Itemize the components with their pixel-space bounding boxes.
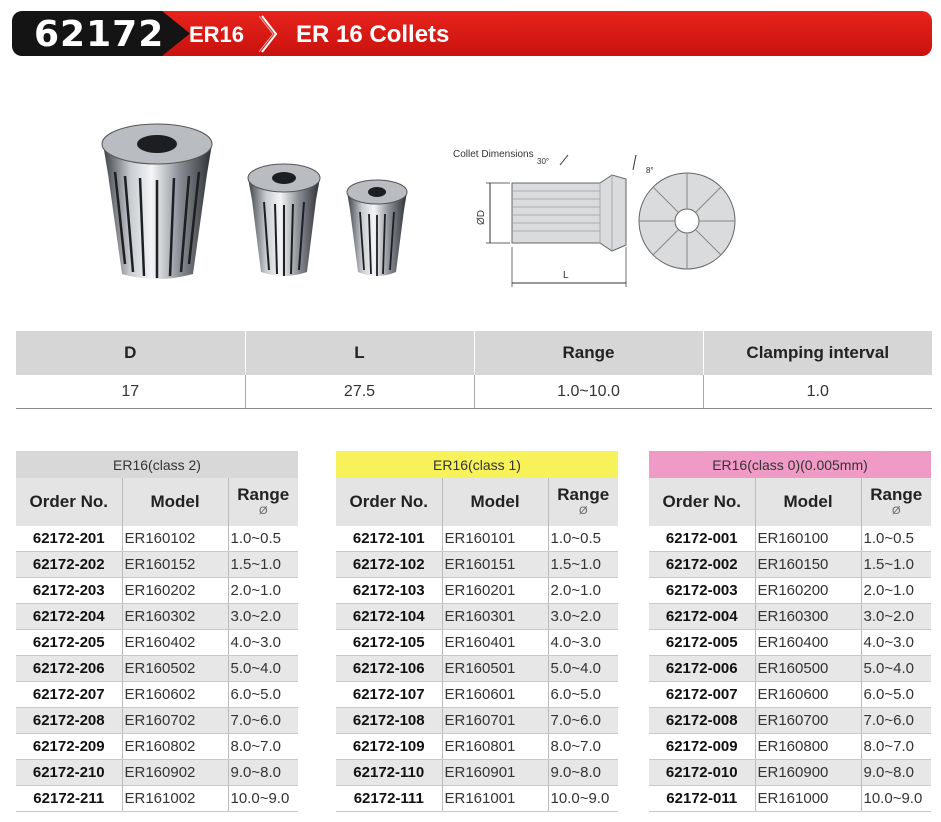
order-number-cell: 62172-103	[336, 578, 442, 604]
range-cell: 7.0~6.0	[861, 708, 931, 734]
model-cell: ER160101	[442, 526, 548, 552]
model-cell: ER160902	[122, 760, 228, 786]
model-cell: ER160802	[122, 734, 228, 760]
model-cell: ER160202	[122, 578, 228, 604]
diameter-symbol: Ø	[891, 505, 901, 517]
table-row	[336, 734, 618, 760]
table-row	[649, 552, 931, 578]
table-row	[16, 604, 298, 630]
table-row	[649, 656, 931, 682]
angle-8-label: 8°	[646, 166, 654, 175]
order-number-cell: 62172-201	[16, 526, 122, 552]
header-model: Model	[755, 478, 861, 526]
model-cell: ER160801	[442, 734, 548, 760]
order-number-cell: 62172-204	[16, 604, 122, 630]
model-cell: ER161002	[122, 786, 228, 812]
header-range	[548, 478, 618, 526]
order-number-cell: 62172-203	[16, 578, 122, 604]
collet-photo-small	[344, 174, 410, 278]
model-cell: ER160800	[755, 734, 861, 760]
spec-table	[16, 331, 932, 409]
table-row	[649, 682, 931, 708]
order-number-cell: 62172-209	[16, 734, 122, 760]
order-number-cell: 62172-010	[649, 760, 755, 786]
table-row	[16, 578, 298, 604]
model-cell: ER160100	[755, 526, 861, 552]
model-cell: ER160700	[755, 708, 861, 734]
range-cell: 8.0~7.0	[548, 734, 618, 760]
range-cell: 3.0~2.0	[861, 604, 931, 630]
model-cell: ER160402	[122, 630, 228, 656]
model-cell: ER160702	[122, 708, 228, 734]
range-cell: 2.0~1.0	[228, 578, 298, 604]
table-caption: ER16(class 1)	[336, 451, 618, 478]
order-number-cell: 62172-207	[16, 682, 122, 708]
range-cell: 5.0~4.0	[228, 656, 298, 682]
order-number-cell: 62172-211	[16, 786, 122, 812]
table-row	[649, 760, 931, 786]
range-cell: 3.0~2.0	[548, 604, 618, 630]
range-cell: 1.5~1.0	[861, 552, 931, 578]
order-number-cell: 62172-003	[649, 578, 755, 604]
table-row	[649, 578, 931, 604]
order-number-cell: 62172-106	[336, 656, 442, 682]
table-row	[16, 734, 298, 760]
table-row	[16, 552, 298, 578]
order-number-cell: 62172-011	[649, 786, 755, 812]
order-number-cell: 62172-208	[16, 708, 122, 734]
range-cell: 1.5~1.0	[548, 552, 618, 578]
table-row	[336, 552, 618, 578]
model-cell: ER160152	[122, 552, 228, 578]
table-row	[336, 760, 618, 786]
model-cell: ER160302	[122, 604, 228, 630]
range-cell: 9.0~8.0	[548, 760, 618, 786]
order-number-cell: 62172-105	[336, 630, 442, 656]
range-cell: 2.0~1.0	[548, 578, 618, 604]
model-cell: ER160502	[122, 656, 228, 682]
order-number-cell: 62172-009	[649, 734, 755, 760]
header-model: Model	[122, 478, 228, 526]
range-cell: 7.0~6.0	[548, 708, 618, 734]
model-cell: ER161000	[755, 786, 861, 812]
range-cell: 10.0~9.0	[548, 786, 618, 812]
collet-photo-medium	[244, 156, 324, 278]
chevron-right-icon	[259, 14, 279, 54]
header-banner	[12, 11, 932, 56]
range-cell: 6.0~5.0	[228, 682, 298, 708]
table-row	[16, 630, 298, 656]
range-cell: 1.5~1.0	[228, 552, 298, 578]
order-number-cell: 62172-102	[336, 552, 442, 578]
model-table-class0	[649, 451, 931, 812]
table-row	[336, 656, 618, 682]
range-cell: 1.0~0.5	[548, 526, 618, 552]
spec-header-l: L	[245, 331, 474, 375]
range-cell: 4.0~3.0	[548, 630, 618, 656]
model-cell: ER160301	[442, 604, 548, 630]
range-cell: 10.0~9.0	[228, 786, 298, 812]
header-order-no: Order No.	[649, 478, 755, 526]
range-cell: 7.0~6.0	[228, 708, 298, 734]
page-title: ER 16 Collets	[296, 21, 450, 48]
table-row	[336, 630, 618, 656]
model-cell: ER161001	[442, 786, 548, 812]
model-cell: ER160400	[755, 630, 861, 656]
range-cell: 8.0~7.0	[861, 734, 931, 760]
model-cell: ER160901	[442, 760, 548, 786]
table-row	[649, 786, 931, 812]
range-cell: 10.0~9.0	[861, 786, 931, 812]
range-cell: 5.0~4.0	[861, 656, 931, 682]
model-table-class2	[16, 451, 298, 812]
table-row	[336, 708, 618, 734]
header-range-label: Range	[237, 485, 290, 504]
order-number-cell: 62172-111	[336, 786, 442, 812]
model-cell: ER160201	[442, 578, 548, 604]
table-header-row	[16, 478, 298, 526]
range-cell: 8.0~7.0	[228, 734, 298, 760]
collet-photo-large	[95, 114, 220, 282]
range-cell: 1.0~0.5	[861, 526, 931, 552]
range-cell: 6.0~5.0	[548, 682, 618, 708]
spec-header-range: Range	[474, 331, 703, 375]
table-row	[336, 604, 618, 630]
order-number-cell: 62172-002	[649, 552, 755, 578]
order-number-cell: 62172-001	[649, 526, 755, 552]
range-cell: 9.0~8.0	[228, 760, 298, 786]
range-cell: 1.0~0.5	[228, 526, 298, 552]
header-range-label: Range	[557, 485, 610, 504]
model-table-class1	[336, 451, 618, 812]
range-cell: 9.0~8.0	[861, 760, 931, 786]
order-number-cell: 62172-109	[336, 734, 442, 760]
range-cell: 6.0~5.0	[861, 682, 931, 708]
diameter-label: ØD	[476, 210, 487, 225]
diameter-symbol: Ø	[578, 505, 588, 517]
range-cell: 2.0~1.0	[861, 578, 931, 604]
length-label: L	[563, 270, 569, 281]
catalog-number: 62172	[34, 14, 165, 55]
table-header-row	[649, 478, 931, 526]
table-row	[16, 656, 298, 682]
order-number-cell: 62172-110	[336, 760, 442, 786]
header-order-no: Order No.	[336, 478, 442, 526]
table-row	[16, 786, 298, 812]
series-code: ER16	[189, 22, 245, 47]
model-cell: ER160102	[122, 526, 228, 552]
header-order-no: Order No.	[16, 478, 122, 526]
table-row	[16, 682, 298, 708]
spec-header-d: D	[16, 331, 245, 375]
spec-header-row	[16, 331, 932, 375]
angle-30-label: 30°	[537, 157, 550, 166]
order-number-cell: 62172-005	[649, 630, 755, 656]
table-caption: ER16(class 0)(0.005mm)	[649, 451, 931, 478]
range-cell: 4.0~3.0	[861, 630, 931, 656]
collet-dimension-diagram	[450, 135, 750, 295]
order-number-cell: 62172-108	[336, 708, 442, 734]
model-cell: ER160200	[755, 578, 861, 604]
table-row	[649, 734, 931, 760]
table-caption: ER16(class 2)	[16, 451, 298, 478]
spec-value-l: 27.5	[245, 375, 474, 409]
order-number-cell: 62172-008	[649, 708, 755, 734]
header-model: Model	[442, 478, 548, 526]
table-row	[16, 760, 298, 786]
order-number-cell: 62172-107	[336, 682, 442, 708]
model-cell: ER160151	[442, 552, 548, 578]
range-cell: 5.0~4.0	[548, 656, 618, 682]
order-number-cell: 62172-205	[16, 630, 122, 656]
spec-value-d: 17	[16, 375, 245, 409]
order-number-cell: 62172-004	[649, 604, 755, 630]
order-number-cell: 62172-210	[16, 760, 122, 786]
order-number-cell: 62172-006	[649, 656, 755, 682]
model-cell: ER160900	[755, 760, 861, 786]
order-number-cell: 62172-007	[649, 682, 755, 708]
range-cell: 4.0~3.0	[228, 630, 298, 656]
model-cell: ER160150	[755, 552, 861, 578]
spec-value-clamping: 1.0	[703, 375, 932, 409]
table-row	[649, 630, 931, 656]
table-row	[649, 604, 931, 630]
order-number-cell: 62172-104	[336, 604, 442, 630]
model-cell: ER160600	[755, 682, 861, 708]
order-number-cell: 62172-101	[336, 526, 442, 552]
diameter-symbol: Ø	[258, 505, 268, 517]
header-range-label: Range	[870, 485, 923, 504]
table-row	[16, 708, 298, 734]
model-cell: ER160300	[755, 604, 861, 630]
spec-value-range: 1.0~10.0	[474, 375, 703, 409]
table-header-row	[336, 478, 618, 526]
table-row	[336, 786, 618, 812]
diagram-caption: Collet Dimensions	[453, 149, 534, 160]
table-row	[16, 526, 298, 552]
model-cell: ER160701	[442, 708, 548, 734]
order-number-cell: 62172-202	[16, 552, 122, 578]
table-row	[336, 526, 618, 552]
model-cell: ER160401	[442, 630, 548, 656]
model-cell: ER160601	[442, 682, 548, 708]
spec-header-clamping: Clamping interval	[703, 331, 932, 375]
order-number-cell: 62172-206	[16, 656, 122, 682]
spec-value-row	[16, 375, 932, 409]
header-range	[861, 478, 931, 526]
table-row	[336, 682, 618, 708]
table-row	[649, 526, 931, 552]
model-cell: ER160501	[442, 656, 548, 682]
model-cell: ER160500	[755, 656, 861, 682]
header-range	[228, 478, 298, 526]
table-row	[649, 708, 931, 734]
model-cell: ER160602	[122, 682, 228, 708]
table-row	[336, 578, 618, 604]
range-cell: 3.0~2.0	[228, 604, 298, 630]
